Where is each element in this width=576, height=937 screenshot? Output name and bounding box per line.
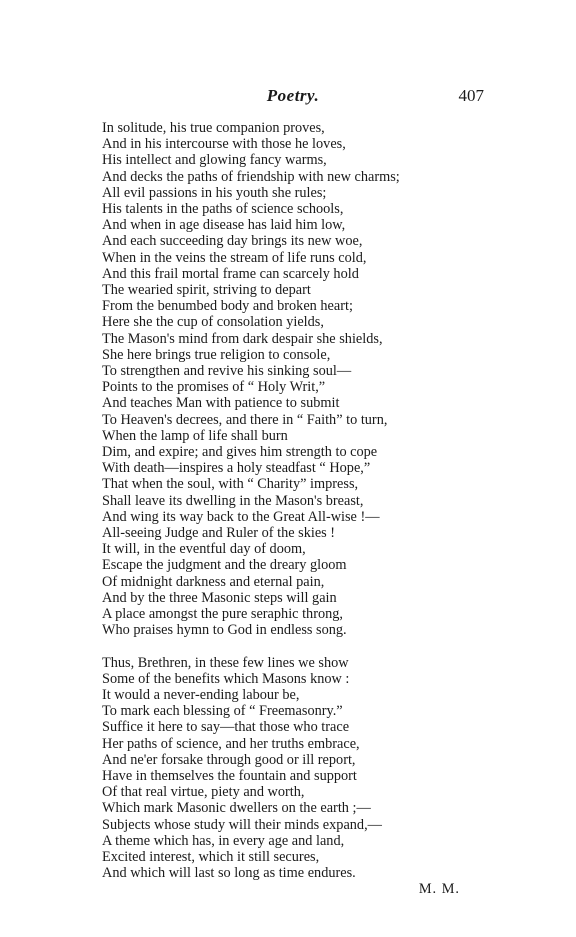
poem-line: Dim, and expire; and gives him strength to cope xyxy=(102,444,378,461)
poem-body xyxy=(102,120,552,898)
poem-line: Subjects whose study will their minds expand,— xyxy=(102,816,382,833)
poem-line: And when in age disease has laid him low, xyxy=(102,217,346,234)
poem-line: The Mason's mind from dark despair she shields, xyxy=(102,330,383,347)
poem-line: And which will last so long as time endures. xyxy=(102,865,356,882)
poem-line: Here she the cup of consolation yields, xyxy=(102,314,324,331)
poem-line: To Heaven's decrees, and there in “ Faith” to turn, xyxy=(102,411,388,428)
poem-line: Points to the promises of “ Holy Writ,” xyxy=(102,379,326,396)
poem-line: All-seeing Judge and Ruler of the skies ! xyxy=(102,525,336,542)
poem-line: Of midnight darkness and eternal pain, xyxy=(102,573,325,590)
poem-line: His talents in the paths of science schools, xyxy=(102,201,344,218)
poem-line: The wearied spirit, striving to depart xyxy=(102,282,311,299)
poem-line: Some of the benefits which Masons know : xyxy=(102,670,350,687)
poem-line: And ne'er forsake through good or ill report, xyxy=(102,751,356,768)
poem-line: Shall leave its dwelling in the Mason's breast, xyxy=(102,492,364,509)
stanza-gap xyxy=(102,639,552,655)
poem-line: Which mark Masonic dwellers on the earth ;— xyxy=(102,800,371,817)
poem-line: She here brings true religion to console, xyxy=(102,346,331,363)
poem-line: In solitude, his true companion proves, xyxy=(102,120,325,136)
poem-line: And decks the paths of friendship with new charms; xyxy=(102,168,400,185)
stanza-1 xyxy=(102,120,552,639)
poem-line: Escape the judgment and the dreary gloom xyxy=(102,557,347,574)
poem-line: When the lamp of life shall burn xyxy=(102,427,288,444)
poem-line: Have in themselves the fountain and support xyxy=(102,767,357,784)
poem-line: That when the soul, with “ Charity” impress, xyxy=(102,476,359,493)
page-number: 407 xyxy=(458,86,484,105)
poem-line: A theme which has, in every age and land, xyxy=(102,832,345,849)
poem-line: With death—inspires a holy steadfast “ Hope,” xyxy=(102,460,371,477)
poem-line: To strengthen and revive his sinking soul— xyxy=(102,363,352,380)
poem-line: And wing its way back to the Great All-wise !— xyxy=(102,508,380,525)
poem-line: And by the three Masonic steps will gain xyxy=(102,589,337,606)
poem-line: And teaches Man with patience to submit xyxy=(102,395,340,412)
author-signature: M. M. xyxy=(418,881,460,898)
poem-line: It would a never-ending labour be, xyxy=(102,686,300,703)
poem-line: When in the veins the stream of life runs cold, xyxy=(102,249,367,266)
poem-line: Who praises hymn to God in endless song. xyxy=(102,622,347,639)
poem-line: Excited interest, which it still secures, xyxy=(102,848,320,865)
poem-line: And in his intercourse with those he loves, xyxy=(102,136,346,153)
poem-line: Suffice it here to say—that those who trace xyxy=(102,719,350,736)
poem-line: Of that real virtue, piety and worth, xyxy=(102,784,305,801)
poem-line: To mark each blessing of “ Freemasonry.” xyxy=(102,703,343,720)
poem-line: And each succeeding day brings its new woe, xyxy=(102,233,363,250)
poem-line: Thus, Brethren, in these few lines we show xyxy=(102,654,349,671)
poem-line: His intellect and glowing fancy warms, xyxy=(102,152,327,169)
page-header xyxy=(0,86,576,110)
poem-line: All evil passions in his youth she rules; xyxy=(102,184,327,201)
poem-line: A place amongst the pure seraphic throng, xyxy=(102,606,343,623)
running-title: Poetry. xyxy=(266,86,320,105)
poem-line: Her paths of science, and her truths embrace, xyxy=(102,735,360,752)
poem-line: It will, in the eventful day of doom, xyxy=(102,541,306,558)
poem-line: From the benumbed body and broken heart; xyxy=(102,298,353,315)
stanza-2 xyxy=(102,655,552,882)
poem-line: And this frail mortal frame can scarcely hold xyxy=(102,265,359,282)
